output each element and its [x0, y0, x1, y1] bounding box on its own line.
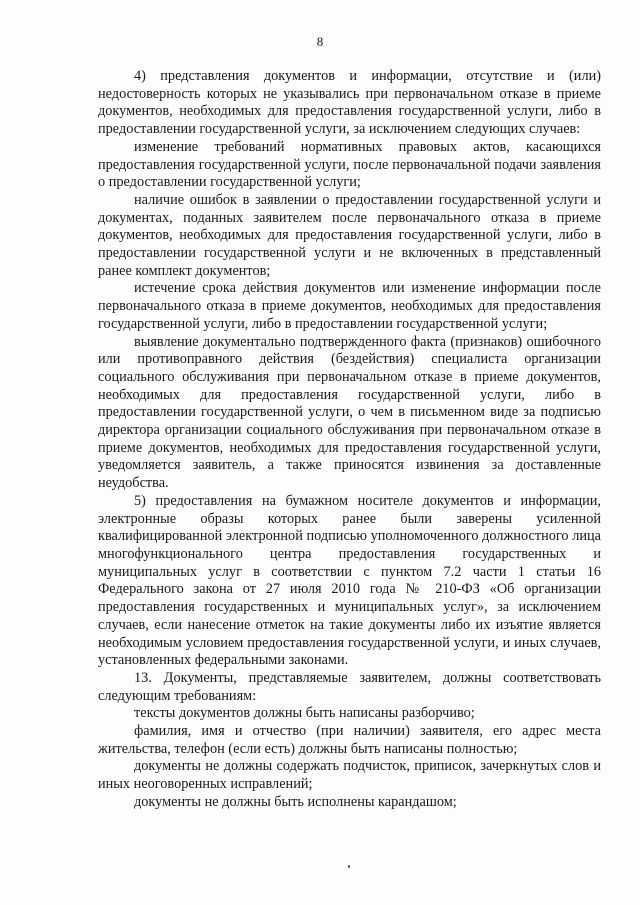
paragraph: истечение срока действия документов или изменение информации после первоначального отказа в приеме документов, необходимых для предоставления государственной услуги, либо в предоставлении государственной услуги;: [98, 280, 601, 332]
paragraph: тексты документов должны быть написаны разборчиво;: [134, 705, 475, 722]
paragraph: документы не должны быть исполнены карандашом;: [134, 793, 457, 810]
paragraph: фамилия, имя и отчество (при наличии) заявителя, его адрес места жительства, телефон (если есть) должны быть написаны полностью;: [98, 723, 601, 757]
paragraph: наличие ошибок в заявлении о предоставлении государственной услуги и документах, поданных заявителем после первоначального отказа в приеме документов, необходимых для предоставления государственной услуги, либо в предоставлении государственной услуги и не включенных в представленный ранее комплект документов;: [98, 191, 601, 279]
page-number: 8: [316, 34, 324, 49]
paragraph: 4) представления документов и информации, отсутствие и (или) недостоверность которых не указывались при первоначальном отказе в приеме документов, необходимых для предоставления государственной услуги, либо в предоставлении государственной услуги, за исключением следующих случаев:: [98, 68, 601, 138]
document-body: [98, 68, 601, 812]
paragraph: документы не должны содержать подчисток, приписок, зачеркнутых слов и иных неоговоренных исправлений;: [98, 758, 601, 793]
paragraph: 13. Документы, представляемые заявителем, должны соответствовать следующим требованиям:: [98, 669, 601, 704]
paragraph: изменение требований нормативных правовых актов, касающихся предоставления государственной услуги, после первоначальной подачи заявления о предоставлении государственной услуги;: [98, 138, 601, 191]
scan-mark: [348, 865, 350, 868]
paragraph: выявление документально подтвержденного факта (признаков) ошибочного или противоправного действия (бездействия) специалиста организации социального обслуживания при первоначальном отказе в приеме документов, необходимых для предоставления государственной услуги, либо в предоставлении государственной услуги, о чем в письменном виде за подписью директора организации социального обслуживания при первоначальном отказе в приеме документов, необходимых для предоставления государственной услуги, уведомляется заявитель, а также приносятся извинения за доставленные неудобства.: [98, 333, 601, 492]
paragraph: 5) предоставления на бумажном носителе документов и информации, электронные образы которых ранее были заверены усиленной квалифицированной электронной подписью уполномоченного должностного лица многофункционального центра предоставления государственных и муниципальных услуг в соответствии с пунктом 7.2 части 1 статьи 16 Федерального закона от 27 июля 2010 года № 210-ФЗ «Об организации предоставления государственных и муниципальных услуг», за исключением случаев, если нанесение отметок на такие документы либо их изъятие является необходимым условием предоставления государственной услуги, и иных случаев, установленных федеральными законами.: [98, 492, 601, 669]
